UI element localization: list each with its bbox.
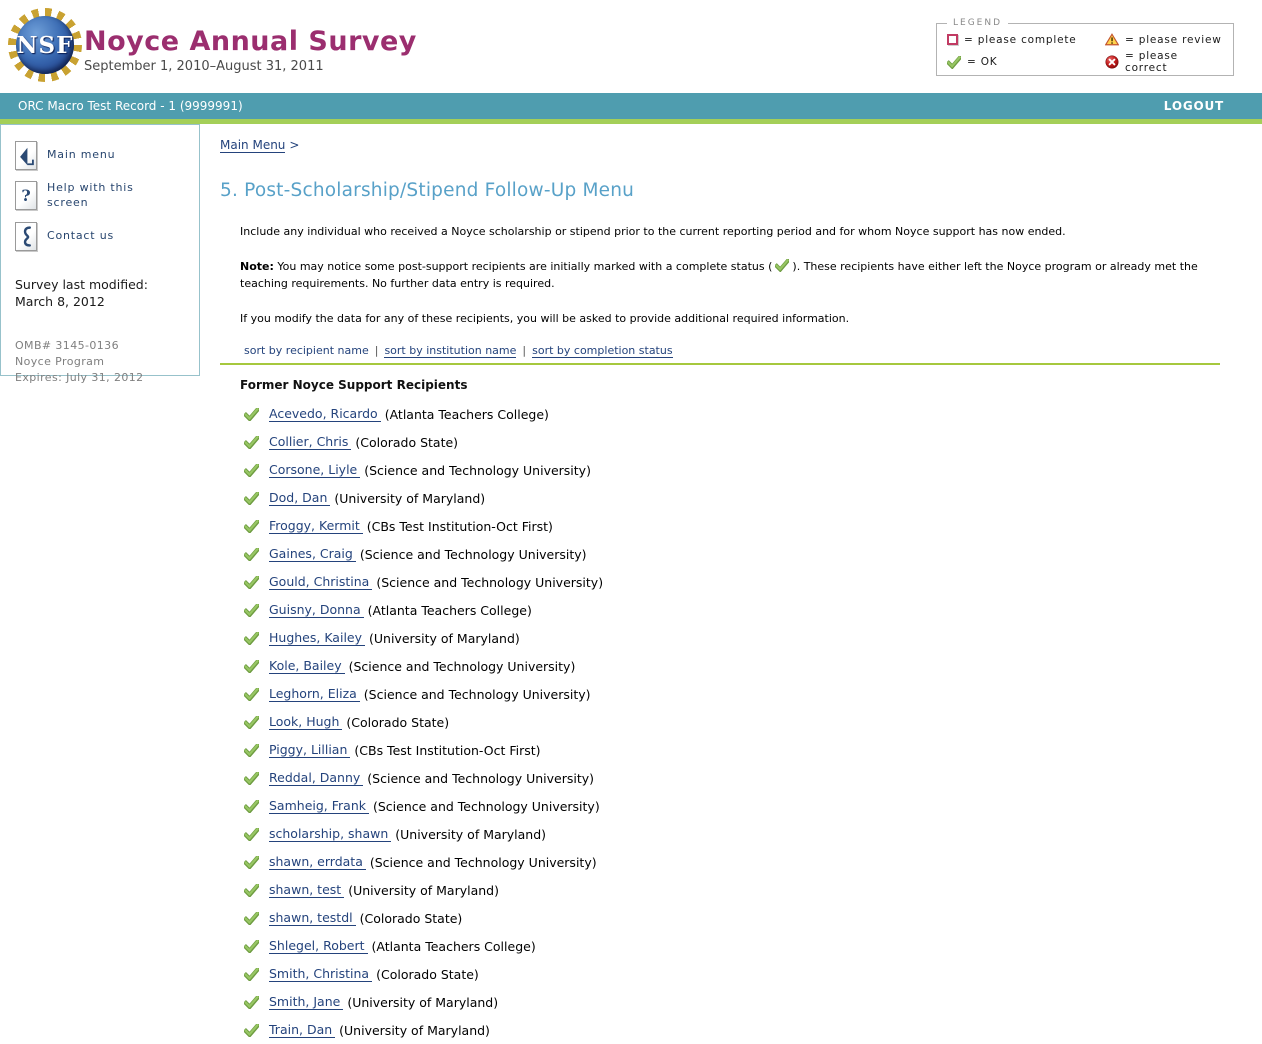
recipient-row xyxy=(244,484,1242,512)
sidebar-item-main-menu[interactable] xyxy=(15,141,187,170)
recipient-row xyxy=(244,848,1242,876)
sidebar-item-contact[interactable] xyxy=(15,222,187,251)
omb-expires: Expires: July 31, 2012 xyxy=(15,371,144,385)
check-icon xyxy=(244,968,259,981)
recipient-row xyxy=(244,624,1242,652)
recipient-link[interactable]: Froggy, Kermit xyxy=(269,518,363,534)
check-icon xyxy=(244,744,259,757)
recipient-institution: (University of Maryland) xyxy=(339,1022,490,1038)
legend-item-ok xyxy=(947,50,1105,74)
legend-box xyxy=(936,18,1234,76)
recipient-institution: (Colorado State) xyxy=(355,434,459,450)
survey-period: September 1, 2010–August 31, 2011 xyxy=(84,59,324,74)
recipient-row xyxy=(244,904,1242,932)
breadcrumb xyxy=(220,138,1242,152)
recipient-link[interactable]: Smith, Christina xyxy=(269,966,372,982)
modified-date: March 8, 2012 xyxy=(15,293,105,309)
recipient-row xyxy=(244,792,1242,820)
recipient-institution: (University of Maryland) xyxy=(348,882,499,898)
recipient-link[interactable]: Dod, Dan xyxy=(269,490,330,506)
help-icon: ? xyxy=(15,181,37,210)
recipient-row xyxy=(244,568,1242,596)
omb-info xyxy=(15,338,187,386)
check-icon xyxy=(244,464,259,477)
recipient-link[interactable]: Kole, Bailey xyxy=(269,658,345,674)
nsf-logo-text: NSF xyxy=(16,31,74,59)
check-icon xyxy=(244,436,259,449)
check-icon xyxy=(244,660,259,673)
recipient-institution: (Colorado State) xyxy=(359,910,463,926)
record-title: ORC Macro Test Record - 1 (9999991) xyxy=(18,99,243,113)
legend-item-label: = please review xyxy=(1125,33,1222,46)
check-icon xyxy=(947,56,961,69)
recipient-link[interactable]: Samheig, Frank xyxy=(269,798,369,814)
check-icon xyxy=(244,408,259,421)
recipient-row xyxy=(244,960,1242,988)
recipient-link[interactable]: shawn, test xyxy=(269,882,344,898)
check-icon xyxy=(244,604,259,617)
note-text-before: You may notice some post-support recipients are initially marked with a complete status ( xyxy=(273,259,773,273)
recipient-institution: (Science and Technology University) xyxy=(359,546,587,562)
recipient-link[interactable]: Look, Hugh xyxy=(269,714,342,730)
recipient-row xyxy=(244,764,1242,792)
recipient-institution: (Science and Technology University) xyxy=(369,854,597,870)
recipient-institution: (CBs Test Institution-Oct First) xyxy=(354,742,541,758)
main-content xyxy=(220,124,1242,1044)
sidebar xyxy=(0,124,200,385)
recipient-institution: (Science and Technology University) xyxy=(367,770,595,786)
recipient-link[interactable]: shawn, errdata xyxy=(269,854,366,870)
recipient-institution: (Colorado State) xyxy=(346,714,450,730)
omb-number: OMB# 3145-0136 xyxy=(15,339,119,353)
check-icon xyxy=(244,492,259,505)
recipient-link[interactable]: Corsone, Liyle xyxy=(269,462,360,478)
sort-by-recipient-name: sort by recipient name xyxy=(244,344,369,358)
recipient-link[interactable]: shawn, testdl xyxy=(269,910,356,926)
check-icon xyxy=(244,1024,259,1037)
recipient-link[interactable]: Acevedo, Ricardo xyxy=(269,406,381,422)
page-header xyxy=(0,0,1262,93)
recipient-row xyxy=(244,596,1242,624)
check-icon xyxy=(244,772,259,785)
recipient-institution: (Atlanta Teachers College) xyxy=(384,406,549,422)
recipient-link[interactable]: Piggy, Lillian xyxy=(269,742,350,758)
recipient-institution: (CBs Test Institution-Oct First) xyxy=(366,518,553,534)
square-icon xyxy=(947,34,958,45)
recipient-link[interactable]: Hughes, Kailey xyxy=(269,630,365,646)
recipient-link[interactable]: Gaines, Craig xyxy=(269,546,356,562)
list-title: Former Noyce Support Recipients xyxy=(240,378,468,393)
recipient-row xyxy=(244,512,1242,540)
recipient-row xyxy=(244,680,1242,708)
sidebar-item-label: Contact us xyxy=(47,228,114,242)
legend-item-label: = please correct xyxy=(1125,50,1178,74)
logout-button[interactable]: LOGOUT xyxy=(1163,99,1224,113)
sidebar-item-label: Main menu xyxy=(47,148,116,162)
recipient-institution: (Science and Technology University) xyxy=(372,798,600,814)
recipient-row xyxy=(244,428,1242,456)
recipient-row xyxy=(244,456,1242,484)
legend-item-review xyxy=(1105,33,1223,46)
legend-item-label: = please complete xyxy=(964,33,1077,46)
phone-icon xyxy=(15,222,37,251)
page-title: 5. Post-Scholarship/Stipend Follow-Up Menu xyxy=(220,180,635,201)
check-icon xyxy=(244,940,259,953)
breadcrumb-main-menu-link[interactable]: Main Menu xyxy=(220,138,286,152)
green-rule xyxy=(220,363,1220,365)
warning-icon xyxy=(1105,33,1119,46)
check-icon xyxy=(244,520,259,533)
sidebar-item-label: Help with this screen xyxy=(47,181,134,209)
recipient-link[interactable]: Reddal, Danny xyxy=(269,770,363,786)
recipient-institution: (University of Maryland) xyxy=(334,490,486,506)
modify-paragraph: If you modify the data for any of these recipients, you will be asked to provide additional required information. xyxy=(240,311,850,325)
note-label: Note: xyxy=(240,259,274,273)
recipient-link[interactable]: Shlegel, Robert xyxy=(269,938,368,954)
check-icon xyxy=(244,716,259,729)
check-icon xyxy=(244,576,259,589)
intro-paragraph: Include any individual who received a Noyce scholarship or stipend prior to the current reporting period and for whom Noyce support has now ended. xyxy=(240,225,1066,238)
check-icon xyxy=(244,688,259,701)
recipient-institution: (University of Maryland) xyxy=(395,826,547,842)
recipient-institution: (Colorado State) xyxy=(376,966,479,982)
check-icon xyxy=(244,856,259,869)
check-icon xyxy=(244,632,259,645)
recipient-row xyxy=(244,932,1242,960)
recipient-row xyxy=(244,400,1242,428)
recipient-row xyxy=(244,876,1242,904)
sort-separator: | xyxy=(522,344,527,358)
legend-item-label: = OK xyxy=(967,56,998,68)
recipient-institution: (Atlanta Teachers College) xyxy=(371,938,536,954)
sort-by-completion-status[interactable]: sort by completion status xyxy=(532,344,673,358)
recipient-institution: (Science and Technology University) xyxy=(363,686,591,702)
error-icon xyxy=(1105,55,1119,69)
recipient-link[interactable]: Train, Dan xyxy=(269,1022,335,1038)
legend-item-complete xyxy=(947,33,1105,46)
nsf-logo-icon xyxy=(8,8,82,82)
recipient-link[interactable]: Collier, Chris xyxy=(269,434,351,450)
recipient-institution: (Atlanta Teachers College) xyxy=(367,602,532,618)
recipient-link[interactable]: Leghorn, Eliza xyxy=(269,686,360,702)
recipient-row xyxy=(244,820,1242,848)
sort-bar xyxy=(244,344,1242,357)
recipient-institution: (Science and Technology University) xyxy=(364,462,591,478)
recipient-row xyxy=(244,652,1242,680)
recipient-link[interactable]: Smith, Jane xyxy=(269,994,343,1010)
sort-by-institution-name[interactable]: sort by institution name xyxy=(384,344,517,358)
check-icon xyxy=(244,884,259,897)
omb-program: Noyce Program xyxy=(15,355,105,369)
legend-label: LEGEND xyxy=(953,18,1003,28)
check-icon xyxy=(244,800,259,813)
recipient-link[interactable]: scholarship, shawn xyxy=(269,826,391,842)
check-icon xyxy=(244,996,259,1009)
recipient-institution: (Science and Technology University) xyxy=(348,658,576,674)
check-icon xyxy=(244,912,259,925)
check-icon xyxy=(244,828,259,841)
legend-item-correct xyxy=(1105,50,1223,74)
recipient-row xyxy=(244,708,1242,736)
modified-label: Survey last modified: xyxy=(15,276,148,292)
recipient-institution: (University of Maryland) xyxy=(369,630,520,646)
recipient-institution: (University of Maryland) xyxy=(347,994,499,1010)
recipient-row xyxy=(244,736,1242,764)
check-icon xyxy=(244,548,259,561)
sort-separator: | xyxy=(374,344,379,358)
recipient-row xyxy=(244,1016,1242,1044)
record-bar xyxy=(0,93,1262,119)
main-menu-icon xyxy=(15,141,37,170)
sidebar-item-help[interactable] xyxy=(15,181,187,211)
recipients-list xyxy=(244,400,1242,1044)
recipient-link[interactable]: Gould, Christina xyxy=(269,574,372,590)
check-icon xyxy=(775,259,789,272)
recipient-row xyxy=(244,988,1242,1016)
recipient-row xyxy=(244,540,1242,568)
note-paragraph xyxy=(240,258,1230,293)
app-title: Noyce Annual Survey xyxy=(84,26,417,57)
recipient-link[interactable]: Guisny, Donna xyxy=(269,602,364,618)
recipient-institution: (Science and Technology University) xyxy=(376,574,604,590)
survey-last-modified xyxy=(15,277,187,311)
breadcrumb-separator: > xyxy=(289,138,300,152)
note-text-after: ). These recipients have either left the Noyce program or already met the teaching requirements. No further data entry is required. xyxy=(240,259,1198,291)
